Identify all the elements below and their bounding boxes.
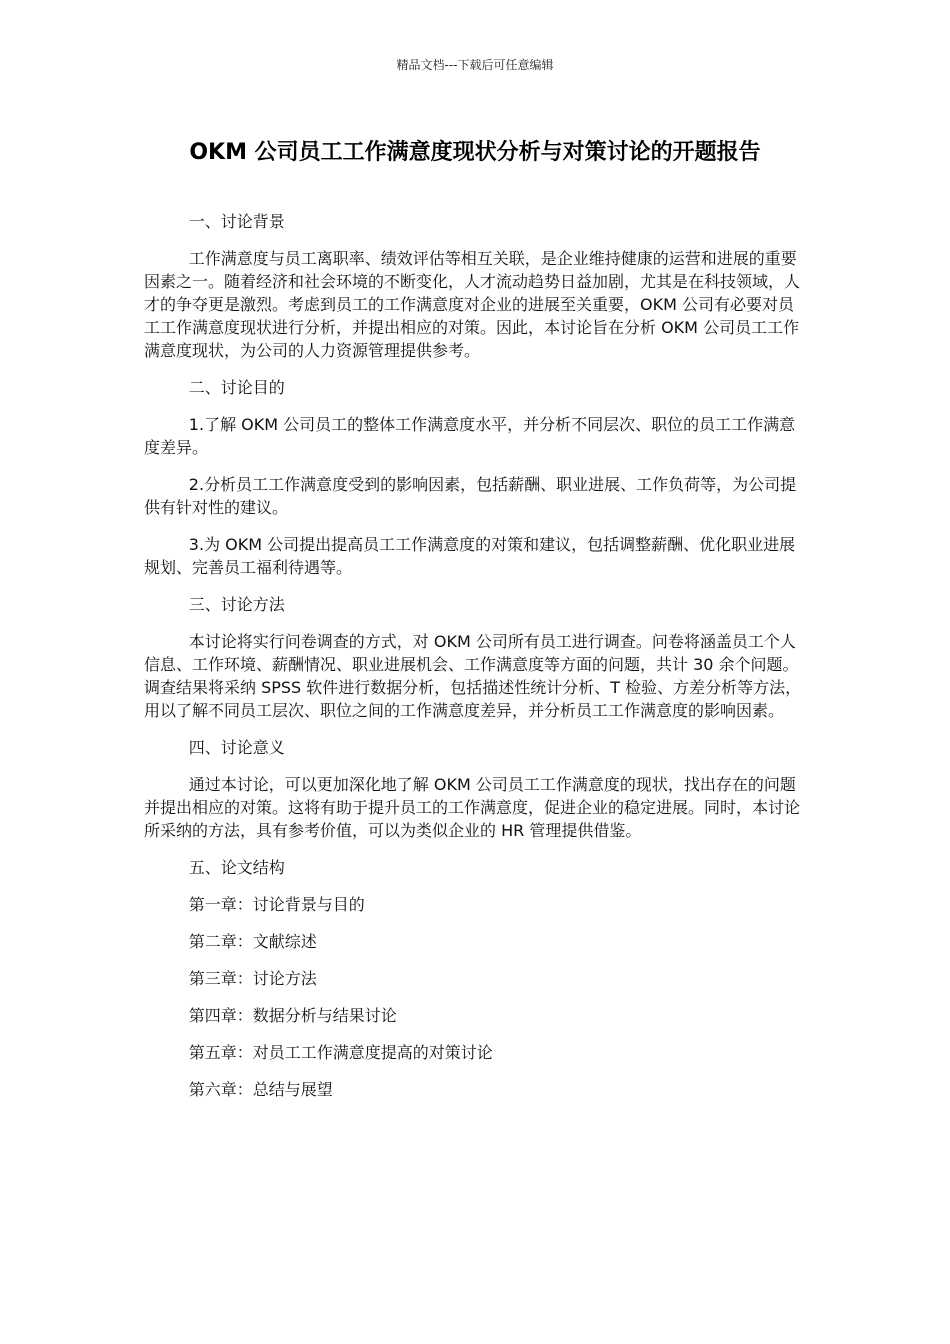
page-header-note: 精品文档---下载后可任意编辑 bbox=[396, 58, 554, 72]
chapter-item: 第五章：对员工工作满意度提高的对策讨论 bbox=[188, 1043, 493, 1062]
document-body bbox=[144, 210, 806, 1101]
section-heading-purpose: 二、讨论目的 bbox=[188, 378, 285, 397]
chapter-item: 第六章：总结与展望 bbox=[188, 1080, 333, 1099]
chapter-item: 第二章：文献综述 bbox=[188, 932, 317, 951]
section-heading-method: 三、讨论方法 bbox=[188, 595, 285, 614]
section-heading-structure: 五、论文结构 bbox=[188, 858, 285, 877]
section-heading-significance: 四、讨论意义 bbox=[188, 738, 285, 757]
chapter-item: 第一章：讨论背景与目的 bbox=[188, 895, 365, 914]
document-title: OKM 公司员工工作满意度现状分析与对策讨论的开题报告 bbox=[189, 140, 761, 165]
paragraph-purpose-1: 1.了解 OKM 公司员工的整体工作满意度水平，并分析不同层次、职位的员工工作满意度差异。 bbox=[144, 415, 796, 457]
section-heading-background: 一、讨论背景 bbox=[188, 212, 285, 231]
paragraph-purpose-2: 2.分析员工工作满意度受到的影响因素，包括薪酬、职业进展、工作负荷等，为公司提供有针对性的建议。 bbox=[144, 475, 797, 517]
chapter-item: 第三章：讨论方法 bbox=[188, 969, 317, 988]
paragraph-significance: 通过本讨论，可以更加深化地了解 OKM 公司员工工作满意度的现状，找出存在的问题并提出相应的对策。这将有助于提升员工的工作满意度，促进企业的稳定进展。同时，本讨论所采纳的方法，具有参考价值，可以为类似企业的 HR 管理提供借鉴。 bbox=[144, 775, 801, 840]
paragraph-method: 本讨论将实行问卷调查的方式，对 OKM 公司所有员工进行调查。问卷将涵盖员工个人信息、工作环境、薪酬情况、职业进展机会、工作满意度等方面的问题，共计 30 余个问题。调查结果将采纳 SPSS 软件进行数据分析，包括描述性统计分析、T 检验、方差分析等方法，用以了解不同员工层次、职位之间的工作满意度差异，并分析员工工作满意度的影响因素。 bbox=[144, 632, 802, 720]
chapter-item: 第四章：数据分析与结果讨论 bbox=[188, 1006, 397, 1025]
paragraph-background: 工作满意度与员工离职率、绩效评估等相互关联，是企业维持健康的运营和进展的重要因素之一。随着经济和社会环境的不断变化，人才流动趋势日益加剧，尤其是在科技领域，人才的争夺更是激烈。考虑到员工的工作满意度对企业的进展至关重要，OKM 公司有必要对员工工作满意度现状进行分析，并提出相应的对策。因此，本讨论旨在分析 OKM 公司员工工作满意度现状，为公司的人力资源管理提供参考。 bbox=[144, 249, 801, 360]
paragraph-purpose-3: 3.为 OKM 公司提出提高员工工作满意度的对策和建议，包括调整薪酬、优化职业进展规划、完善员工福利待遇等。 bbox=[144, 535, 796, 577]
